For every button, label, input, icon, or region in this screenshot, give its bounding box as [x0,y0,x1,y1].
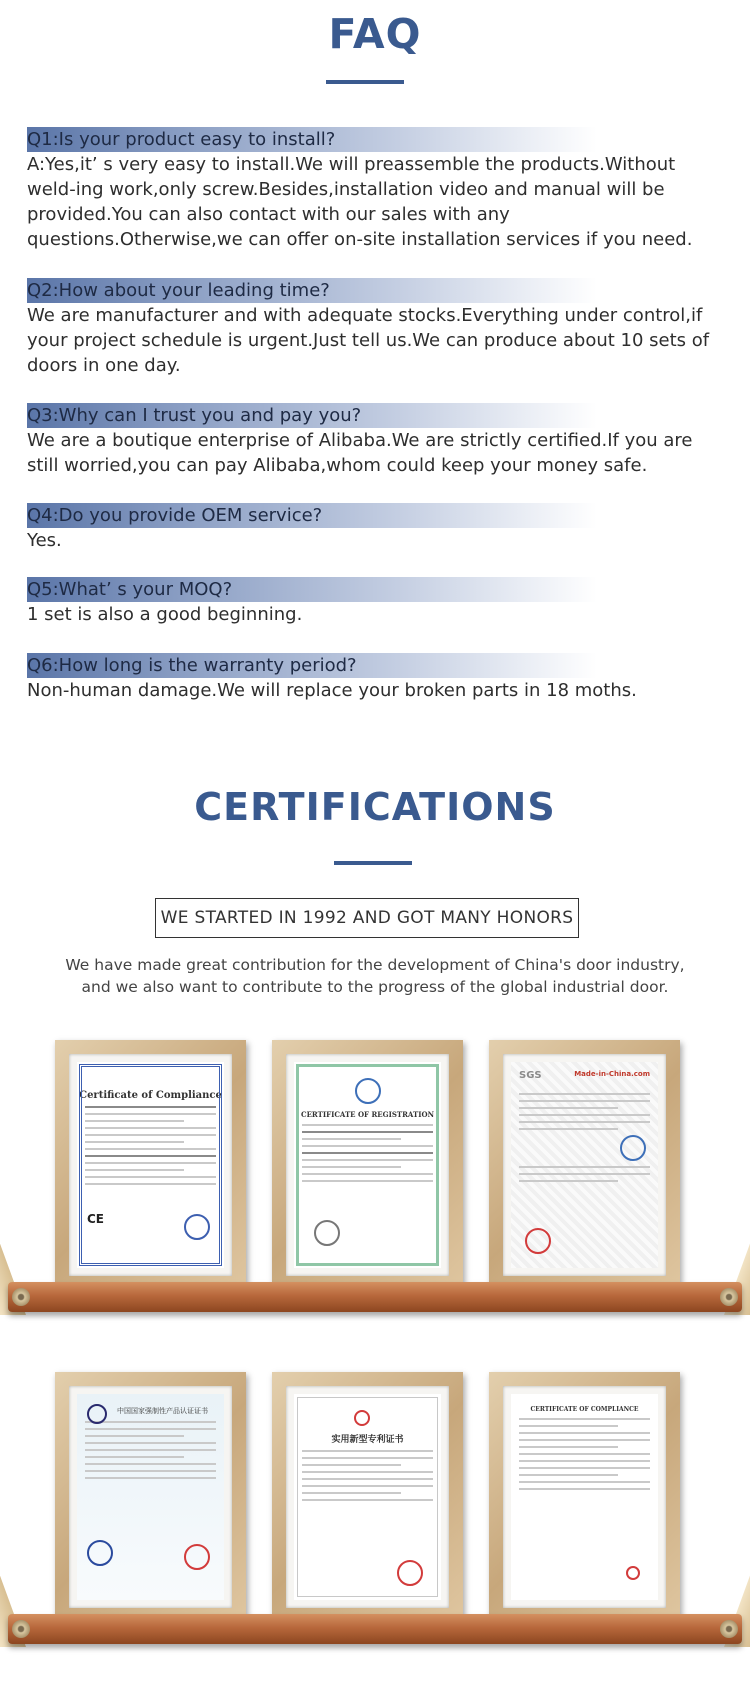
answer-text: A:Yes,it’ s very easy to install.We will preassemble the products.Without weld-ing work,only screw.Besides,installation video and manual will be provided.You can also contact with our sales with any questions.Otherwise,we can offer on-site installation services if you need. [27,154,693,250]
answer-text: We are a boutique enterprise of Alibaba.We are strictly certified.If you are still worried,you can pay Alibaba,whom could keep your money safe. [27,430,693,476]
certificate-shelf-2 [0,1372,750,1702]
seal-icon [184,1544,210,1570]
certificate-frame-patent [272,1372,463,1622]
sgs-logo-icon: SGS [519,1070,542,1081]
faq-item-1 [0,127,750,252]
seal-icon [525,1228,551,1254]
faq-item-3 [0,403,750,478]
made-in-china-logo-icon: Made-in-China.com [574,1070,650,1078]
seal-icon [184,1214,210,1240]
faq-title-underline [326,80,404,84]
accreditation-icon [620,1135,646,1161]
question-text: Q4:Do you provide OEM service? [27,505,323,526]
answer-text: 1 set is also a good beginning. [27,604,303,625]
question-bar [27,577,597,602]
ce-mark-icon: CE [87,1212,105,1226]
certificate-frame-registration [272,1040,463,1290]
shelf-knob-left [12,1620,30,1638]
certificate-title: CERTIFICATE OF COMPLIANCE [530,1406,639,1413]
certificate-title: 中国国家强制性产品认证证书 [117,1407,208,1415]
shelf-knob-right [720,1620,738,1638]
certificate-title: CERTIFICATE OF REGISTRATION [301,1110,434,1119]
question-text: Q3:Why can I trust you and pay you? [27,405,362,426]
faq-item-2 [0,278,750,378]
certificate-title: Certificate of Compliance [79,1090,222,1101]
logo-icon [314,1220,340,1246]
question-bar [27,653,597,678]
faq-item-4 [0,503,750,553]
answer-text: Yes. [27,530,62,551]
certificate-frame-compliance [489,1372,680,1622]
seal-icon [626,1566,640,1580]
question-text: Q5:What’ s your MOQ? [27,579,233,600]
answer-text: We are manufacturer and with adequate stocks.Everything under control,if your project schedule is urgent.Just tell us.We can produce about 10 sets of doors in one day. [27,305,710,376]
faq-item-5 [0,577,750,627]
seal-icon [397,1560,423,1586]
certificate-frame-ce [55,1040,246,1290]
question-text: Q6:How long is the warranty period? [27,655,357,676]
question-bar [27,503,597,528]
certifications-title-underline [334,861,412,865]
contribution-text [0,954,750,998]
shelf-knob-right [720,1288,738,1306]
contribution-line-2: and we also want to contribute to the progress of the global industrial door. [81,978,669,996]
question-text: Q2:How about your leading time? [27,280,330,301]
certificate-shelf-1 [0,1040,750,1370]
faq-item-6 [0,653,750,703]
contribution-line-1: We have made great contribution for the development of China's door industry, [65,956,685,974]
wooden-shelf [8,1282,742,1312]
question-text: Q1:Is your product easy to install? [27,129,336,150]
wooden-shelf [8,1614,742,1644]
certificate-frame-ccc [55,1372,246,1622]
question-bar [27,278,597,303]
ccc-mark-icon [87,1404,107,1424]
certificate-title: 实用新型专利证书 [331,1435,404,1445]
honors-banner: WE STARTED IN 1992 AND GOT MANY HONORS [155,898,579,938]
certifications-title: CERTIFICATIONS [194,785,556,829]
question-bar [27,403,597,428]
patent-emblem-icon [354,1410,370,1426]
cnas-logo-icon [87,1540,113,1566]
certificate-frame-sgs [489,1040,680,1290]
shelf-knob-left [12,1288,30,1306]
answer-text: Non-human damage.We will replace your broken parts in 18 moths. [27,680,637,701]
faq-title: FAQ [328,10,422,58]
question-bar [27,127,597,152]
